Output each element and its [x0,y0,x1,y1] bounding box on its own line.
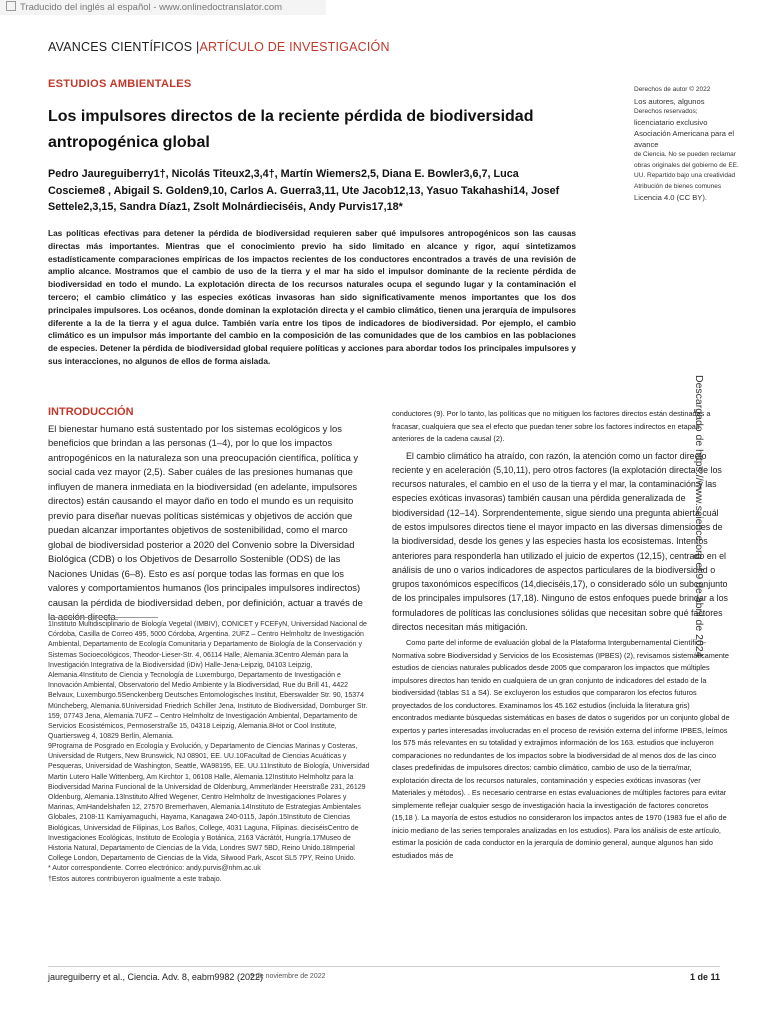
article-type: ARTÍCULO DE INVESTIGACIÓN [199,40,390,54]
left-column [48,405,370,625]
article-title: Los impulsores directos de la reciente pérdida de biodiversidad antropogénica global [48,108,534,151]
right-paragraph-2: Como parte del informe de evaluación global de la Plataforma Intergubernamental Científico-Normativa sobre Biodiversidad y Servicios de los Ecosistemas (IPBES) (2), revisamos sistemáticamente estudios de ciencias naturales publicados desde 2005 que compararon los impactos que múltiples impulsores directos han tenido en cualquiera de un gran conjunto de indicadores del estado de la biodiversidad (tablas S1 a S4). Se excluyeron los estudios que compararon los efectos futuros proyectados de los conductores. Examinamos los 45.162 estudios (incluida la literatura gris) encontrados mediante búsquedas sistemáticas en bases de datos o sugeridos por un conjunto global de expertos y partes interesadas involucradas en el proceso de revisión externa del informe IPBES, leímos los 575 más relevantes en su totalidad y extrajimos información de los 163. estudios que incluyeron comparaciones no redundantes de los impactos sobre la biodiversidad de al menos dos de las cinco clases predefinidas de impulsores directos: cambio climático, cambio de uso de la tierra/mar, explotación directa de los recursos naturales, contaminación y especies exóticas invasoras (ver Materiales y métodos). . Es necesario centrarse en estas evaluaciones de múltiples factores para evitar simplemente reflejar cualquier sesgo de investigación hacia la investigación de factores concretos (15,18 ). La mayoría de estos estudios no consideraron los impactos antes de 1970 (1983 fue el año de inicio mediano de las series temporales analizadas en los estudios). Para los análisis de este artículo, estimar la posición de cada conductor en la jerarquía de dominio general, aunque algunos han sido estudiados más de [392,638,730,860]
download-note: Descargado de https://www.science.org el 9 de abril de 2024 [693,375,705,658]
footer-divider [48,966,720,967]
copyright-sidebar [634,85,742,203]
author-list: Pedro Jaureguiberry1†, Nicolás Titeux2,3,4†, Martín Wiemers2,5, Diana E. Bowler3,6,7, Luca Coscieme8 , Abigail S. Golden9,10, Carlos A. Guerra3,11, Ute Jacob12,13, Yasuo Takahashi14, Josef Settele2,3,15, Sandra Díaz1, Zsolt Molnárdieciséis, Andy Purvis17,18* [48,168,560,213]
right-paragraph-0: conductores (9). Por lo tanto, las políticas que no mitiguen los factores directos están destinadas a fracasar, cualquiera que sea el efecto que puedan tener sobre los factores indirectos en etapas anteriores de la cadena causal (2). [392,409,711,443]
right-paragraph-1: El cambio climático ha atraído, con razón, la atención como un factor directo reciente y en aceleración (5,10,11), pero otros factores (la explotación directa de los recursos naturales, el cambio en el uso de la tierra y el mar, la contaminación y las especies exóticas invasoras) también causan una pérdida generalizada de biodiversidad (12–14). Sorprendentemente, sigue siendo una pregunta abierta cuál de estos impulsores directos tiene el mayor impacto en las diversas dimensiones de la biodiversidad, desde los genes y las especies hasta los ecosistemas. Intentos anteriores para responderla han utilizado el juicio de expertos (12,15), centrado en el análisis de uno o varios indicadores de aspectos particulares de la biodiversidad o grupos taxonómicos específicos (14,dieciséis,17), o considerado sólo un subconjunto de los principales impulsores (17,18). Ninguno de estos enfoques puede brindar a los formuladores de políticas las conclusiones sólidas que necesitan sobre qué factores directos necesitan más mitigación. [392,450,728,633]
journal-header [48,40,390,54]
page-footer [48,972,720,982]
section-label: ESTUDIOS AMBIENTALES [48,78,192,90]
footer-date: 9 de noviembre de 2022 [250,973,326,980]
journal-name: AVANCES CIENTÍFICOS | [48,40,200,54]
translator-icon [6,1,16,11]
affiliations-text-2: 9Programa de Posgrado en Ecología y Evolución, y Departamento de Ciencias Marinas y Costeras, Universidad de Rutgers, New Brunswick, NJ 08901, EE. UU.10Facultad de Ciencias Acuáticas y Pesqueras, Universidad de Washington, Seattle, WA98195, EE. UU.11Instituto de Biología, Universidad Martin Lutero Halle Wittenberg, Am Kirchtor 1, 06108 Halle, Alemania.12Instituto Helmholtz para la Biodiversidad Marina Funcional de la Universidad de Oldenburg, Ammerländer Heerstraße 231, 26129 Oldenburg, Alemania.13Instituto Alfred Wegener, Centro Helmholtz de Investigaciones Polares y Marinas, AmHandelshafen 12, 27570 Bremerhaven, Alemania.14Instituto de Estrategias Ambientales Globales, 2108-11 Kamiyamaguchi, Hayama, Kanagawa 240-0115, Japón.15Instituto de Ciencias Biológicas, Universidad de Filipinas, Los Baños, College, 4031 Laguna, Filipinas. dieciséisCentro de Investigaciones Ecológicas, Instituto de Ecología y Botánica, 2163 Vácrátót, Hungría.17Museo de Historia Natural, Departamento de Ciencias de la Vida, Londres SW7 5BD, Reino Unido.18Imperial College London, Departamento de Ciencias de la Vida, Silwood Park, Ascot SL5 7PY, Reino Unido. [48,743,370,863]
equal-contribution-note: †Estos autores contribuyeron igualmente a este trabajo. [48,875,222,883]
copyright-attribution: Atribución de bienes comunes [634,182,722,190]
translator-bar[interactable] [0,0,326,15]
affiliations-block-2 [48,742,372,885]
copyright-line: Derechos de autor © 2022 [634,86,711,93]
copyright-licensee: licenciatario exclusivo [634,118,708,127]
abstract: Las políticas efectivas para detener la pérdida de biodiversidad requieren saber qué impulsores antropogénicos son las causas directas más importantes. Mientras que el conocimiento previo ha sido limitado en alcance y rigor, aquí sintetizamos estadísticamente comparaciones empíricas de los impactos recientes de los conductores encontrados a través de una revisión de amplio alcance. Mostramos que el cambio de uso de la tierra y el mar ha sido el impulsor dominante de la reciente pérdida de biodiversidad en todo el mundo. La explotación directa de los recursos naturales ocupa el segundo lugar y la contaminación el tercero; el cambio climático y las especies exóticas invasoras han sido significativamente menos importantes que los dos principales impulsores. Los océanos, donde dominan la explotación directa y el cambio climático, tienen una jerarquía de impulsores diferente a la de la tierra y el agua dulce. También varía entre los tipos de indicadores de biodiversidad. Por ejemplo, el cambio climático es un impulsor más importante del cambio en la composición de las comunidades que de los cambios en las poblaciones de especies. Detener la pérdida de biodiversidad global requiere políticas y acciones para abordar todos los principales impulsores y sus interacciones, no algunos de ellos de forma aislada. [48,228,576,366]
copyright-gov: de Ciencia. No se pueden reclamar obras originales del gobierno de EE. UU. Repartido bajo una creatividad [634,151,739,179]
page-number: 1 de 11 [689,972,720,982]
affiliations-block-1: 1Instituto Multidisciplinario de Biología Vegetal (IMBIV), CONICET y FCEFyN, Universidad Nacional de Córdoba, Casilla de Correo 495, 5000 Córdoba, Argentina. 2UFZ – Centro Helmholtz de Investigación Ambiental, Departamento de Ecología Comunitaria y Departamento de Biología de la Conservación y Sistemas Socioecológicos, Theodor-Lieser-Str. 4, 06114 Halle, Alemania.3Centro Alemán para la Investigación Integrativa de la Biodiversidad (iDiv) Halle-Jena-Leipzig, 04103 Leipzig, Alemania.4Instituto de Ciencia y Tecnología de Luxemburgo, Departamento de Investigación e Innovación Ambiental, Observatorio del Medio Ambiente y la Biodiversidad, Rue du Brill 41, 4422 Belvaux, Luxemburgo.5Senckenberg Deutsches Entomologisches Institut, Eberswalder Str. 90, 15374 Müncheberg, Alemania.6Universidad Friedrich Schiller Jena, Instituto de Biodiversidad, Dornburger Str. 159, 07743 Jena, Alemania.7UFZ – Centro Helmholtz de Investigación Ambiental, Departamento de Servicios Ecosistémicos, Permoserstraße 15, 04318 Leipzig, Alemania.8Hot or Cool Institute, Quartiersweg 4, 10829 Berlín, Alemania. [48,621,368,741]
copyright-rights: Derechos reservados; [634,107,698,115]
intro-heading: INTRODUCCIÓN [48,406,134,418]
copyright-association: Asociación Americana para el avance [634,129,735,149]
affiliations-divider [48,617,158,618]
copyright-license: Licencia 4.0 (CC BY). [634,193,708,202]
footer-citation: jaureguiberry et al., Ciencia. Adv. 8, eabm9982 (2022) [48,972,263,982]
right-column [392,408,730,862]
translator-text[interactable]: Traducido del inglés al español - www.onlinedoctranslator.com [20,2,283,13]
intro-paragraph: El bienestar humano está sustentado por los sistemas ecológicos y los beneficios que brindan a las personas (1–4), por lo que los impactos antropogénicos en la naturaleza son una preocupación científica, política y social cada vez mayor (2,5). Saber cuáles de las presiones humanas que influyen de manera inmediata en la biodiversidad (en adelante, impulsores directos) están causando el mayor daño en todo el mundo es un requisito previo para diseñar nuevas políticas sistémicas y objetivos de acción que puedan alcanzar importantes objetivos de sostenibilidad, como el marco global de biodiversidad posterior a 2020 del Convenio sobre la Diversidad Biológica (CDB) o los Objetivos de Desarrollo Sostenible (ODS) de las Naciones Unidas (6–8). Esto es así porque todas las formas en que los valores y comportamientos humanos (los principales impulsores indirectos) causan la pérdida de biodiversidad deben, por definición, actuar a través de [48,422,363,608]
correspondence-note: * Autor correspondiente. Correo electrónico: andy.purvis@nhm.ac.uk [48,865,261,873]
copyright-authors: Los autores, algunos [634,96,705,106]
